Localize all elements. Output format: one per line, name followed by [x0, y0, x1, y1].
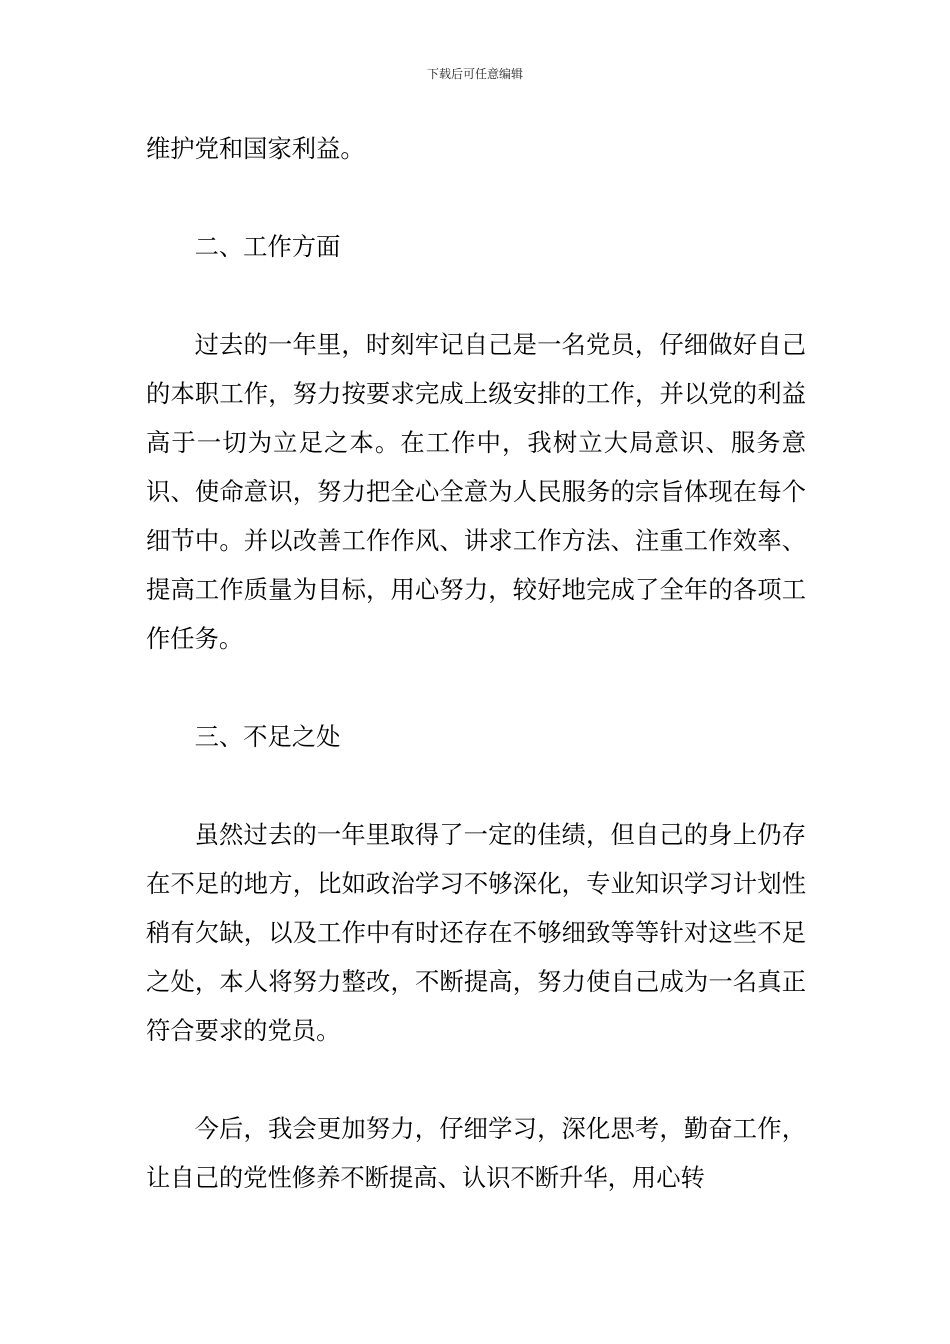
section-heading-work: 二、工作方面 — [194, 232, 341, 261]
continuation-line: 维护党和国家利益。 — [146, 134, 365, 163]
closing-paragraph: 今后，我会更加努力，仔细学习，深化思考，勤奋工作，让自己的党性修养不断提高、认识不断升华，用心转 — [146, 1114, 806, 1192]
page-header-note: 下载后可任意编辑 — [426, 67, 523, 81]
paragraph-gap — [146, 173, 806, 222]
document-body — [146, 124, 806, 1202]
paragraph-gap — [146, 1055, 806, 1104]
paragraph-gap — [146, 663, 806, 712]
paragraph-gap — [146, 761, 806, 810]
paragraph-gap — [146, 271, 806, 320]
section-heading-shortcomings: 三、不足之处 — [194, 722, 341, 751]
section-body-work: 过去的一年里，时刻牢记自己是一名党员，仔细做好自己的本职工作，努力按要求完成上级安排的工作，并以党的利益高于一切为立足之本。在工作中，我树立大局意识、服务意识、使命意识，努力把全心全意为人民服务的宗旨体现在每个细节中。并以改善工作作风、讲求工作方法、注重工作效率、提高工作质量为目标，用心努力，较好地完成了全年的各项工作任务。 — [146, 330, 806, 653]
section-body-shortcomings: 虽然过去的一年里取得了一定的佳绩，但自己的身上仍存在不足的地方，比如政治学习不够深化，专业知识学习计划性稍有欠缺，以及工作中有时还存在不够细致等等针对这些不足之处，本人将努力整改，不断提高，努力使自己成为一名真正符合要求的党员。 — [146, 820, 806, 1045]
